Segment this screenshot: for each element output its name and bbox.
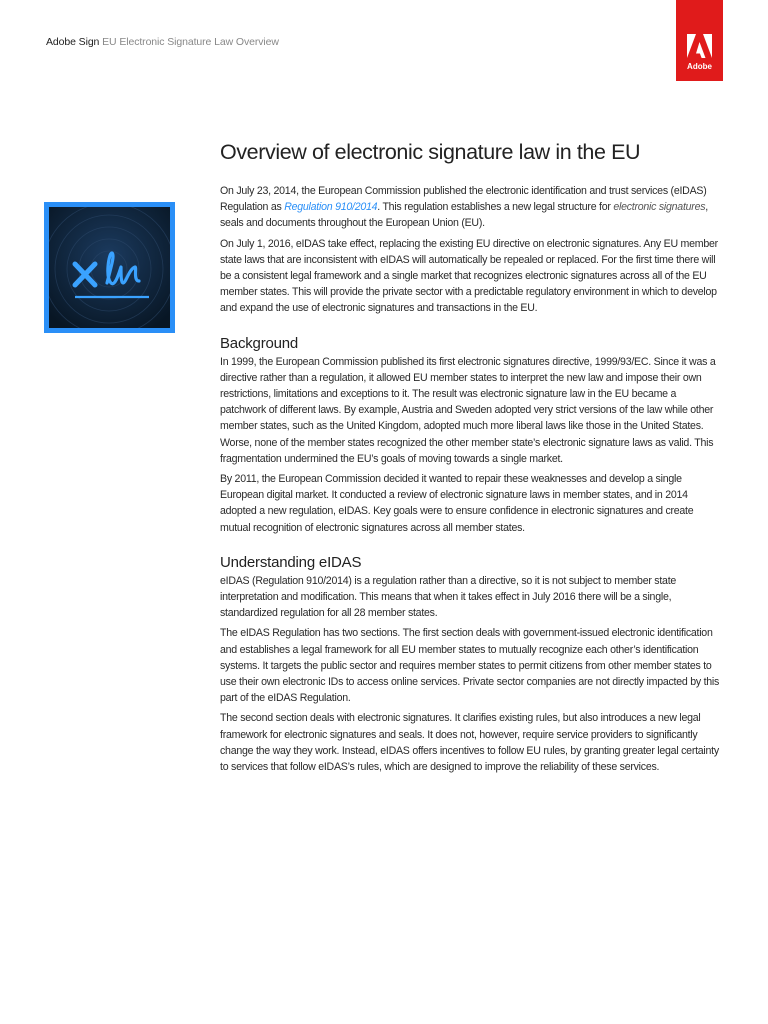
intro-p1-b: . This regulation establishes a new legal structure for	[377, 201, 614, 214]
background-paragraph-1: In 1999, the European Commission published its first electronic signatures directive, 1999/93/EC. Since it was a directive rather than a regulation, it allowed EU member states to interpret the new law and impose their own restrictions, limitations and exceptions to it. The result was electronic signature law in the EU became a patchwork of different laws. By example, Austria and Sweden adopted very strict versions of the law while other member states, such as the United Kingdom, adopted much more liberal laws like those in the United States. Worse, none of the member states recognized the other member state’s electronic signature laws as valid. This fragmentation undermined the EU’s goals of moving towards a single market.	[220, 355, 716, 465]
understanding-paragraph-2: The eIDAS Regulation has two sections. The first section deals with government-issued electronic identification and establishes a legal framework for all EU member states to mutually recognize each other’s identification systems. It targets the public sector and requires member states to permit citizens from other member states to use their own electronic IDs to access online services. Private sector companies are not directly impacted by this part of the eIDAS Regulation.	[220, 627, 720, 705]
page-title: Overview of electronic signature law in the EU	[220, 140, 641, 164]
intro-paragraph-2: On July 1, 2016, eIDAS take effect, replacing the existing EU directive on electronic signatures. Any EU member state laws that are inconsistent with eIDAS will automatically be repealed or replaced. For the first time there will be a consistent legal framework and a single market that recognizes electronic signatures across all of the EU member states. This will provide the private sector with a predictable regulatory environment in which to develop and expand the use of electronic signatures and transactions in the EU.	[220, 237, 718, 315]
understanding-heading: Understanding eIDAS	[220, 553, 362, 571]
adobe-a-icon	[687, 34, 712, 58]
intro-p1-c: , seals and documents throughout the European Union (EU).	[220, 201, 708, 230]
adobe-logo	[676, 0, 723, 81]
regulation-link[interactable]: Regulation 910/2014	[284, 201, 378, 214]
electronic-signatures-term: electronic signatures	[613, 201, 706, 214]
document-body	[220, 140, 724, 779]
intro-paragraph-1	[220, 183, 724, 232]
header-brand: Adobe Sign	[46, 36, 100, 48]
background-paragraph-2: By 2011, the European Commission decided it wanted to repair these weaknesses and develop a single European digital market. It conducted a review of electronic signature laws in member states, and in 2014 adopted a new regulation, eIDAS. Key goals were to ensure confidence in electronic signatures and create mutual recognition of electronic signatures across all member states.	[220, 473, 694, 534]
header-doc-title: EU Electronic Signature Law Overview	[102, 36, 279, 48]
intro-p1-a: On July 23, 2014, the European Commission published the electronic identification and trust services (eIDAS) Regulation as	[220, 185, 707, 214]
background-heading: Background	[220, 334, 299, 352]
signature-icon	[49, 207, 170, 328]
adobe-sign-icon	[44, 202, 175, 333]
page-header	[46, 36, 279, 48]
understanding-paragraph-1: eIDAS (Regulation 910/2014) is a regulation rather than a directive, so it is not subject to member state interpretation and modification. This means that when it takes effect in July 2016 there will be a single, standardized regulation for all 28 member states.	[220, 574, 677, 620]
understanding-paragraph-3: The second section deals with electronic signatures. It clarifies existing rules, but also introduces a new legal framework for electronic signatures and seals. It does not, however, require service providers to significantly change the way they work. Instead, eIDAS offers incentives to follow EU rules, by granting greater legal certainty to services that follow eIDAS’s rules, which are designed to improve the reliability of these services.	[220, 712, 719, 774]
adobe-wordmark: Adobe	[687, 62, 712, 71]
